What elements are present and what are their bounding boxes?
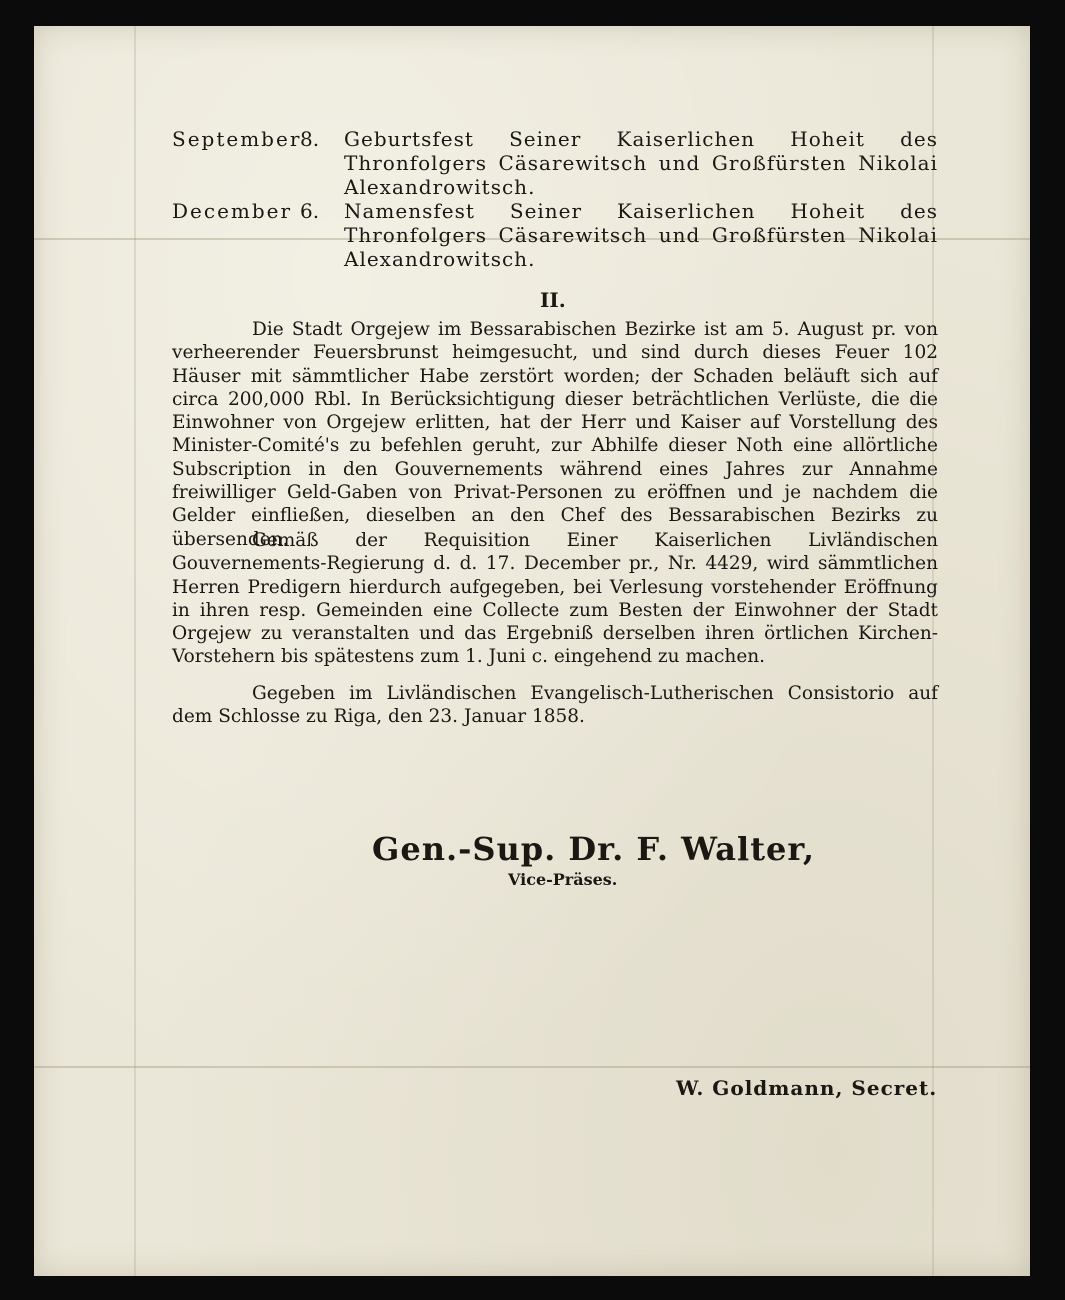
paragraph-orgejew-fire: Die Stadt Orgejew im Bessarabischen Bezirke ist am 5. August pr. von verheerender Feuersbrunst heimgesucht, und sind durch dieses Feuer 102 Häuser mit sämmtlicher Habe zerstört worden; der Schaden beläuft sich auf circa 200,000 Rbl. In Berücksichtigung dieser beträchtlichen Verlüste, die die Einwohner von Orgejew erlitten, hat der Herr und Kaiser auf Vorstellung des Minister-Comité's zu befehlen geruht, zur Abhilfe dieser Noth eine allörtliche Subscription in den Gouvernements während eines Jahres zur Annahme freiwilliger Geld-Gaben von Privat-Personen zu eröffnen und je nachdem die Gelder einfließen, dieselben an den Chef des Bessarabischen Bezirks zu übersenden. — [172, 319, 938, 550]
signature-title: Vice-Präses. — [508, 870, 618, 889]
fold-line — [134, 26, 136, 1276]
secretary-signature: W. Goldmann, Secret. — [676, 1076, 938, 1100]
entry-month: December — [172, 199, 293, 223]
entry-month: September — [172, 127, 302, 151]
paragraph-requisition: Gemäß der Requisition Einer Kaiserlichen Livländischen Gouvernements-Regierung d. d. 17. December pr., Nr. 4429, wird sämmtlichen Herren Predigern hierdurch aufgegeben, bei Verlesung vorstehender Eröffnung in ihren resp. Gemeinden eine Collecte zum Besten der Einwohner der Stadt Orgejew zu veranstalten und das Ergebniß derselben ihren örtlichen Kirchen-Vorstehern bis spätestens zum 1. Juni c. eingehend zu machen. — [172, 530, 938, 668]
section-number: II. — [540, 288, 566, 312]
entry-day: 6. — [300, 199, 320, 223]
date-entry-december — [172, 199, 938, 271]
entry-text: Namensfest Seiner Kaiserlichen Hoheit des Thronfolgers Cäsarewitsch und Großfürsten Nikolai Alexandrowitsch. — [344, 199, 938, 271]
signature: Gen.-Sup. Dr. F. Walter, — [372, 830, 815, 868]
entry-text: Geburtsfest Seiner Kaiserlichen Hoheit des Thronfolgers Cäsarewitsch und Großfürsten Nikolai Alexandrowitsch. — [344, 127, 938, 199]
paragraph-given-at: Gegeben im Livländischen Evangelisch-Lutherischen Consistorio auf dem Schlosse zu Riga, den 23. Januar 1858. — [172, 683, 938, 728]
date-entry-september — [172, 127, 938, 199]
entry-day: 8. — [300, 127, 320, 151]
fold-line — [34, 1066, 1030, 1068]
